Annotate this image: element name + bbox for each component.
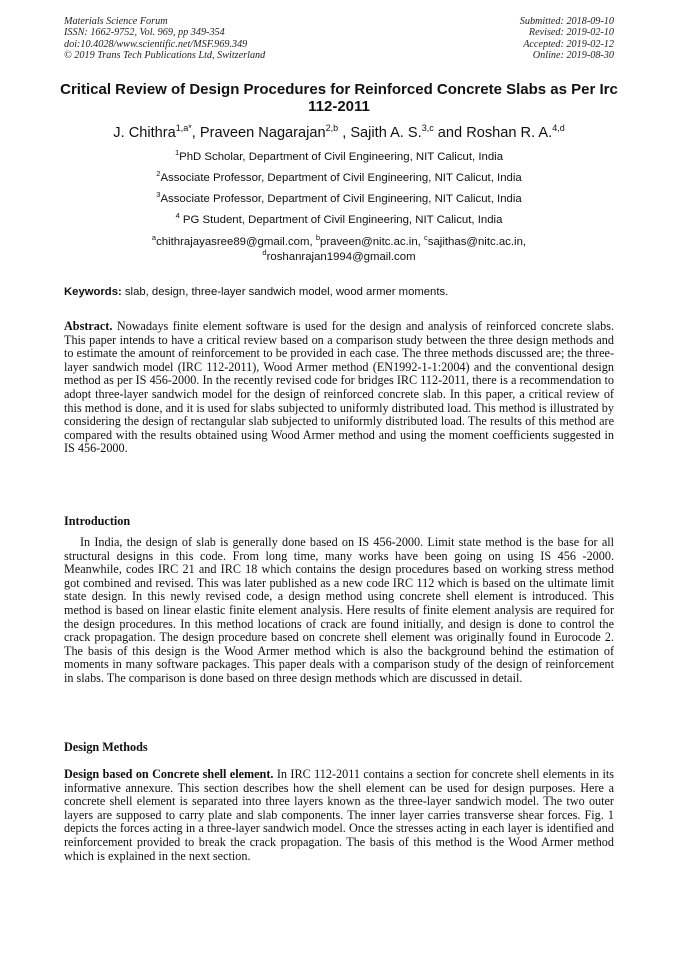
author-separator: , [338,125,351,141]
author-separator: and [433,125,467,141]
author-separator: , [191,125,200,141]
author-name: Roshan R. A. [466,125,553,141]
email-address[interactable]: chithrajayasree89@gmail.com [156,236,310,248]
journal-issn: ISSN: 1662-9752, Vol. 969, pp 349-354 [64,27,225,39]
keywords-text: slab, design, three-layer sandwich model, wood armer moments. [121,286,449,298]
affiliation-superscript: 4 [175,211,180,221]
date-submitted: Submitted: 2018-09-10 [519,16,614,27]
introduction-paragraph: In India, the design of slab is generally done based on IS 456-2000. Limit state method is the base for all structural designs in this code. From long time, many works have been going on using IS 456 -2000. Meanwhile, codes IRC 21 and IRC 18 which contains the design procedures based on working stress method got combined and revised. This was later published as a new code IRC 112 which is based on the ultimate limit state design. In this newly revised code, a design method using concrete shell element is introduced. This method is based on linear elastic finite element analysis. Here results of finite element analysis are required for the design procedures. In this method locations of crack are found initially, and design is done to control the crack propagation. The design procedure based on concrete shell element was originally found in Eurocode 2. The basis of this design is the Wood Armer method which is also the background behind the estimation of moments in many software packages. This paper deals with a comparison study of the design of reinforcement in slabs. The comparison is done based on three design methods which are discussed in detail. [64,535,614,685]
author-name: Praveen Nagarajan [199,125,326,141]
email-superscript: c [424,233,428,243]
author-list [40,124,638,142]
design-methods-lead: Design based on Concrete shell element. [64,767,274,781]
design-methods-heading: Design Methods [64,740,148,754]
date-accepted: Accepted: 2019-02-12 [523,38,614,50]
keywords-line [64,285,614,299]
date-online: Online: 2019-08-30 [532,49,614,61]
affiliation-4 [40,213,638,227]
email-separator: , [309,236,316,248]
paper-title: Critical Review of Design Procedures for Reinforced Concrete Slabs as Per Irc 112-2011 [60,81,618,115]
affiliation-superscript: 3 [156,190,161,200]
email-superscript: b [315,233,320,243]
author-superscript: 1,a* [175,123,192,134]
affiliation-text: Associate Professor, Department of Civil Engineering, NIT Calicut, India [160,172,522,184]
journal-name: Materials Science Forum [64,16,168,27]
email-line [60,235,618,250]
affiliation-text: Associate Professor, Department of Civil Engineering, NIT Calicut, India [160,193,522,205]
journal-doi[interactable]: doi:10.4028/www.scientific.net/MSF.969.349 [64,38,248,50]
journal-copyright: © 2019 Trans Tech Publications Ltd, Switzerland [64,49,266,61]
affiliation-1 [40,150,638,164]
email-address[interactable]: praveen@nitc.ac.in [319,236,418,248]
author-name: Sajith A. S. [350,125,422,141]
design-methods-paragraph [64,768,614,863]
author-superscript: 2,b [325,123,339,134]
email-separator: , [417,236,425,248]
email-superscript: d [262,247,267,257]
journal-header-left [64,16,265,61]
author-name: J. Chithra [113,125,176,141]
abstract-paragraph [64,320,614,456]
affiliation-2 [40,171,638,185]
email-address[interactable]: roshanrajan1994@gmail.com [266,250,416,263]
email-address[interactable]: sajithas@nitc.ac.in, [427,236,527,248]
journal-header-right [520,16,614,61]
affiliation-superscript: 1 [174,148,180,158]
abstract-text: Nowadays finite element software is used for the design and analysis of reinforced concrete slabs. This paper intends to have a critical review based on a comparison study between the three design methods and to estimate the amount of reinforcement to be provided in each case. The three methods discussed are; the three-layer sandwich model (IRC 112-2011), Wood Armer method (EN1992-1-1:2004) and the conventional design method as per IS 456-2000. In the recently revised code for bridges IRC 112-2011, there is a recommendation to adopt three-layer sandwich model for the design of reinforced concrete slab. In this paper, a critical review of this method is done, and it is used for slabs subjected to uniformly distributed load. This method is illustrated by considering the design of rectangular slab subjected to uniformly distributed load. The results of this method are compared with the results obtained using Wood Armer method and using the moment coefficients suggested in IS 456-2000. [64,319,614,456]
affiliation-text: PhD Scholar, Department of Civil Engineering, NIT Calicut, India [179,151,504,163]
author-superscript: 3,c [421,123,434,134]
date-revised: Revised: 2019-02-10 [528,27,614,39]
author-superscript: 4,d [552,123,565,134]
introduction-heading: Introduction [64,514,131,528]
affiliation-superscript: 2 [156,169,161,179]
affiliation-3 [40,192,638,206]
abstract-label: Abstract. [64,319,113,333]
author-emails [60,235,618,264]
email-line [60,247,618,265]
design-methods-text: In IRC 112-2011 contains a section for concrete shell elements in its informative annexure. This section describes how the shell element can be used for design purposes. Here a concrete shell element is separated into three layers known as the three-layer sandwich model. The two outer layers are supposed to carry plate and slab components. The inner layer carries transverse shear forces. Fig. 1 depicts the forces acting in a three-layer sandwich model. Once the stresses acting in each layer is identified and reinforcement provided to break the crack propagation. The basis of this method is the Wood Armer method which is explained in the next section. [64,767,614,863]
email-superscript: a [151,233,157,243]
keywords-label: Keywords: [64,286,122,298]
affiliation-text: PG Student, Department of Civil Engineering, NIT Calicut, India [179,214,503,226]
